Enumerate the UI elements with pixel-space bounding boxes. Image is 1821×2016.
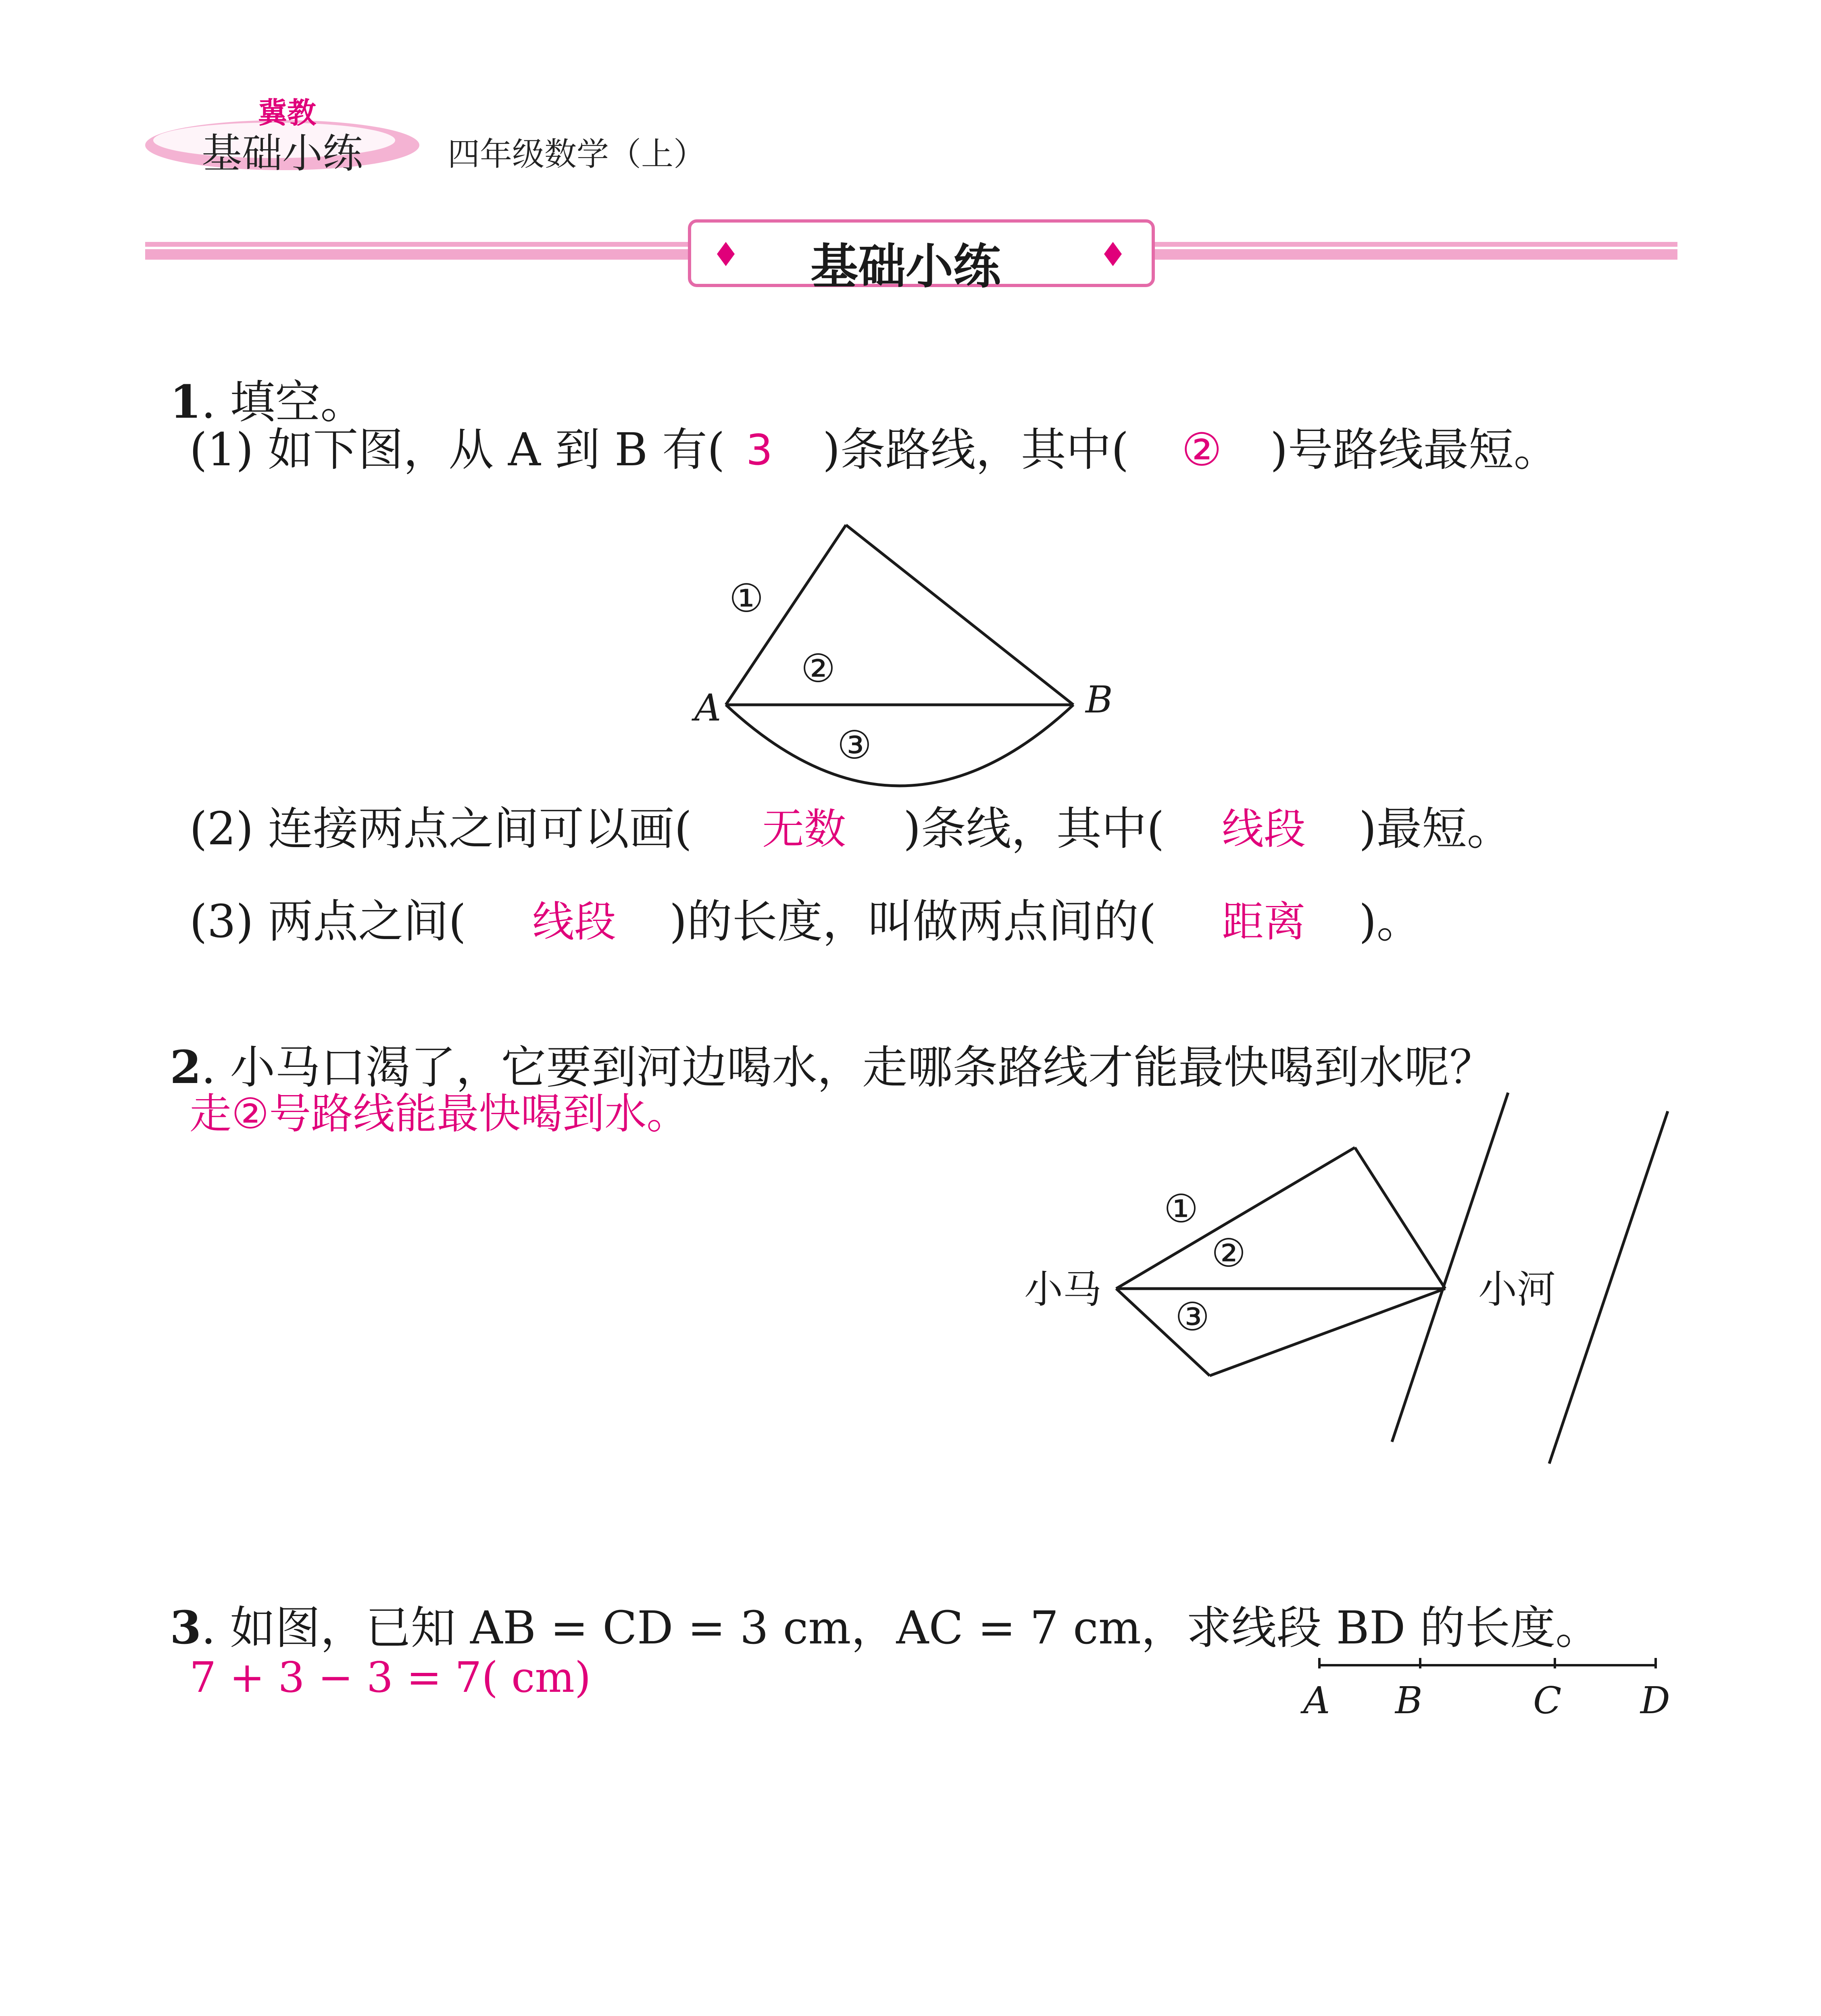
q1-p3-post: )。: [1359, 896, 1422, 948]
q1-p2-pre: (2) 连接两点之间可以画(: [190, 803, 692, 855]
q3-point-c: C: [1533, 1679, 1562, 1722]
q2-number: 2: [170, 1041, 202, 1094]
q1-fig-route-2: ②: [801, 646, 836, 691]
q1-heading: [141, 335, 366, 429]
q3-text: . 如图，已知 AB = CD = 3 cm，AC = 7 cm，求线段 BD 的长度。: [201, 1602, 1601, 1654]
q1-p1-answer-2: ②: [1181, 424, 1222, 476]
q1-fig-route-3: ③: [837, 723, 872, 768]
q1-p3-pre: (3) 两点之间(: [190, 896, 466, 948]
q1-fig-label-b: B: [1086, 678, 1113, 721]
q2-heading: [141, 1000, 1495, 1094]
q2-text: . 小马口渴了，它要到河边喝水，走哪条路线才能最快喝到水呢？: [201, 1041, 1495, 1094]
header-publisher: 冀教: [258, 96, 317, 130]
q1-fig-route-1: ①: [729, 576, 764, 621]
q1-p2-post: )最短。: [1359, 803, 1512, 855]
q1-p1-mid: )条路线，其中(: [823, 424, 1129, 476]
q3-point-d: D: [1640, 1679, 1670, 1722]
q1-p3-answer-2: 距离: [1222, 897, 1306, 946]
q3-heading: [141, 1560, 1601, 1654]
q2-horse-label: 小马: [1024, 1267, 1102, 1312]
q1-p3-answer-1: 线段: [532, 897, 617, 946]
q2-river-label: 小河: [1478, 1267, 1556, 1312]
q2-route-3: ③: [1175, 1294, 1210, 1339]
q3-point-b: B: [1395, 1679, 1423, 1722]
q1-p3-mid: )的长度，叫做两点间的(: [669, 896, 1156, 948]
q1-p1-pre: (1) 如下图，从 A 到 B 有(: [190, 424, 725, 476]
q1-p2-mid: )条线，其中(: [903, 803, 1165, 855]
header-subject: 四年级数学（上）: [448, 135, 706, 173]
q1-number: 1: [170, 376, 202, 429]
header-brand: 基础小练: [202, 130, 363, 177]
q2-route-1: ①: [1164, 1186, 1199, 1231]
q1-p2-answer-1: 无数: [762, 804, 846, 854]
q3-answer: 7 + 3 − 3 = 7( cm): [190, 1653, 591, 1702]
q1-text: . 填空。: [201, 376, 366, 429]
q3-number: 3: [170, 1602, 202, 1654]
q1-p1-answer-1: 3: [746, 425, 773, 475]
q2-route-2: ②: [1211, 1231, 1246, 1276]
section-title: 基础小练: [810, 239, 1001, 294]
q1-p2-answer-2: 线段: [1222, 804, 1306, 854]
q1-p1-post: )号路线最短。: [1270, 424, 1559, 476]
q1-fig-label-a: A: [694, 686, 721, 729]
q3-point-a: A: [1303, 1679, 1330, 1722]
q2-answer: 走②号路线能最快喝到水。: [190, 1089, 689, 1138]
